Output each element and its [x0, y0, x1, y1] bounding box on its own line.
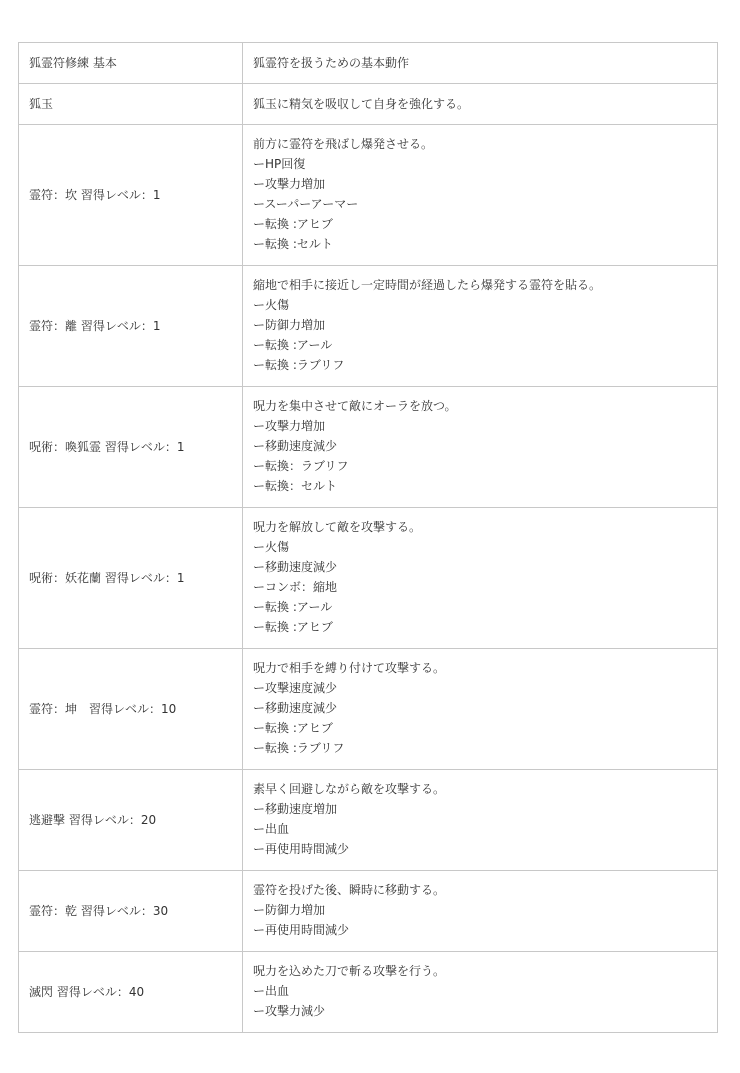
skill-row — [19, 508, 718, 649]
skill-effect-line: ー移動速度増加 — [253, 802, 338, 816]
skill-row — [19, 266, 718, 387]
skill-description-summary: 狐玉に精気を吸収して自身を強化する。 — [253, 97, 470, 111]
skill-description-summary: 縮地で相手に接近し一定時間が経過したら爆発する霊符を貼る。 — [253, 278, 602, 292]
skill-row — [19, 125, 718, 266]
skill-effect-line: ー移動速度減少 — [253, 701, 338, 715]
skill-description — [243, 266, 718, 387]
skill-effect-line: ー出血 — [253, 822, 290, 836]
skill-effect-line: ー出血 — [253, 984, 290, 998]
skill-description-summary: 霊符を投げた後、瞬時に移動する。 — [253, 883, 446, 897]
skill-effect-line: ー転換 :アヒブ — [253, 721, 333, 735]
skill-effect-line: ー転換 :アヒブ — [253, 620, 333, 634]
skill-description-summary: 呪力で相手を縛り付けて攻撃する。 — [253, 661, 446, 675]
skill-effect-line: ー転換 :アヒブ — [253, 217, 333, 231]
skill-effect-line: ー転換 :ラブリフ — [253, 358, 345, 372]
skill-effect-line: ー転換：ラブリフ — [253, 459, 349, 473]
skill-effect-line: ー再使用時間減少 — [253, 923, 350, 937]
skill-row — [19, 649, 718, 770]
skill-effect-line: ー火傷 — [253, 298, 290, 312]
skill-name: 狐霊符修練 基本 — [19, 43, 243, 84]
skill-row — [19, 871, 718, 952]
skill-effect-line: ー火傷 — [253, 540, 290, 554]
skill-description-summary: 狐霊符を扱うための基本動作 — [253, 56, 410, 70]
skill-effect-line: ー攻撃力増加 — [253, 419, 326, 433]
skill-effect-line: ー再使用時間減少 — [253, 842, 350, 856]
skill-description — [243, 84, 718, 125]
skill-row — [19, 84, 718, 125]
skill-description-summary: 素早く回避しながら敵を攻撃する。 — [253, 782, 446, 796]
skill-name: 霊符：坎 習得レベル：1 — [19, 125, 243, 266]
skill-description — [243, 649, 718, 770]
skill-row — [19, 952, 718, 1033]
skill-effect-line: ーHP回復 — [253, 157, 306, 171]
skill-description — [243, 770, 718, 871]
skill-description — [243, 43, 718, 84]
skill-row — [19, 770, 718, 871]
skill-description — [243, 387, 718, 508]
skill-effect-line: ー転換 :ラブリフ — [253, 741, 345, 755]
skill-effect-line: ー移動速度減少 — [253, 560, 338, 574]
skill-description-summary: 呪力を解放して敵を攻撃する。 — [253, 520, 422, 534]
skill-effect-line: ー移動速度減少 — [253, 439, 338, 453]
skill-effect-line: ー転換 :セルト — [253, 237, 333, 251]
skill-name: 逃避撃 習得レベル：20 — [19, 770, 243, 871]
skill-effect-line: ー攻撃速度減少 — [253, 681, 338, 695]
skill-description — [243, 508, 718, 649]
skill-table-body — [19, 43, 718, 1033]
skill-effect-line: ー防御力増加 — [253, 903, 326, 917]
skill-effect-line: ー転換 :アール — [253, 338, 333, 352]
skill-name: 滅閃 習得レベル：40 — [19, 952, 243, 1033]
skill-description — [243, 952, 718, 1033]
skill-description-summary: 呪力を込めた刀で斬る攻撃を行う。 — [253, 964, 446, 978]
skill-description-summary: 呪力を集中させて敵にオーラを放つ。 — [253, 399, 457, 413]
skill-name: 呪術：喚狐霊 習得レベル：1 — [19, 387, 243, 508]
skill-name: 呪術：妖花蘭 習得レベル：1 — [19, 508, 243, 649]
skill-effect-line: ー攻撃力増加 — [253, 177, 326, 191]
skill-effect-line: ー転換 :アール — [253, 600, 333, 614]
skill-effect-line: ー転換：セルト — [253, 479, 338, 493]
skill-description — [243, 871, 718, 952]
skill-name: 狐玉 — [19, 84, 243, 125]
skill-effect-line: ーコンボ：縮地 — [253, 580, 338, 594]
skill-effect-line: ースーパーアーマー — [253, 197, 359, 211]
skill-effect-line: ー防御力増加 — [253, 318, 326, 332]
skill-name: 霊符：離 習得レベル：1 — [19, 266, 243, 387]
skill-description — [243, 125, 718, 266]
skill-description-summary: 前方に霊符を飛ばし爆発させる。 — [253, 137, 434, 151]
skill-table — [18, 42, 718, 1033]
skill-effect-line: ー攻撃力減少 — [253, 1004, 326, 1018]
skill-row — [19, 43, 718, 84]
skill-name: 霊符：坤 習得レベル：10 — [19, 649, 243, 770]
skill-row — [19, 387, 718, 508]
skill-name: 霊符：乾 習得レベル：30 — [19, 871, 243, 952]
